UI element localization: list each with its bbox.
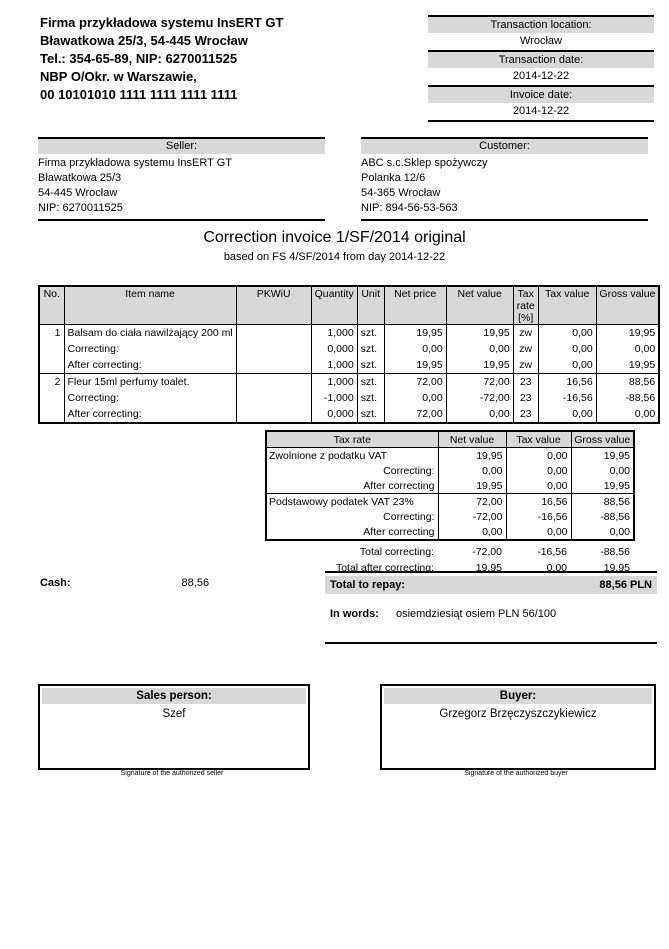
tax-row <box>266 509 634 524</box>
seller-line: Bławatkowa 25/3 <box>38 172 122 184</box>
customer-block <box>361 137 648 221</box>
customer-line: NIP: 894-56-53-563 <box>361 202 458 214</box>
tax-col-header-net: Net value <box>438 431 506 448</box>
cell-unit: szt. <box>357 341 384 357</box>
cell-quantity: 1,000 <box>311 374 357 391</box>
cell-item-name: After correcting: <box>64 357 236 374</box>
tax-cell-gross: 0,00 <box>571 463 634 478</box>
document-subtitle: based on FS 4/SF/2014 from day 2014-12-22 <box>223 251 446 263</box>
cell-net-price: 0,00 <box>384 390 446 406</box>
cell-net-value: 19,95 <box>446 325 513 342</box>
tax-total-tax: -16,56 <box>537 546 567 558</box>
tax-cell-label: Correcting: <box>266 509 438 524</box>
cell-no <box>39 390 64 406</box>
cell-pkwiu <box>236 325 311 342</box>
seller-block <box>38 137 325 221</box>
cell-gross-value: 0,00 <box>596 406 659 423</box>
cell-item-name: Correcting: <box>64 390 236 406</box>
tax-cell-tax: 0,00 <box>506 448 571 464</box>
info-row-value: Wrocław <box>520 35 562 47</box>
cell-pkwiu <box>236 357 311 374</box>
tax-row <box>266 494 634 510</box>
cell-tax-rate: zw <box>513 357 538 374</box>
tax-cell-tax: 0,00 <box>506 463 571 478</box>
tax-cell-gross: 0,00 <box>571 524 634 540</box>
cell-unit: szt. <box>357 374 384 391</box>
company-header-line: Firma przykładowa systemu InsERT GT <box>40 15 284 30</box>
seller-signature-caption: Signature of the authorized seller <box>120 770 224 777</box>
cell-tax-value: 0,00 <box>538 325 596 342</box>
col-header-pkwiu: PKWiU <box>236 286 311 325</box>
item-row <box>39 325 659 342</box>
cell-no <box>39 357 64 374</box>
in-words-label: In words: <box>330 608 379 620</box>
in-words-value: osiemdziesiąt osiem PLN 56/100 <box>395 608 557 620</box>
cell-unit: szt. <box>357 406 384 423</box>
col-header-tax-rate: Tax rate [%] <box>513 286 538 325</box>
cell-unit: szt. <box>357 357 384 374</box>
cell-tax-value: 0,00 <box>538 406 596 423</box>
cell-item-name: After correcting: <box>64 406 236 423</box>
cell-gross-value: 19,95 <box>596 325 659 342</box>
tax-cell-net: -72,00 <box>438 509 506 524</box>
cell-tax-value: 0,00 <box>538 357 596 374</box>
tax-total-label: Total after correcting: <box>335 562 434 574</box>
buyer-name: Grzegorz Brzęczyszczykiewicz <box>439 708 597 720</box>
item-row <box>39 406 659 423</box>
cell-no <box>39 406 64 423</box>
tax-summary-table <box>265 430 635 541</box>
cell-tax-rate: 23 <box>513 390 538 406</box>
cell-net-price: 0,00 <box>384 341 446 357</box>
payment-top-divider <box>325 571 657 573</box>
tax-row <box>266 448 634 464</box>
company-header-line: Tel.: 354-65-89, NIP: 6270011525 <box>40 51 238 66</box>
tax-cell-label: Correcting: <box>266 463 438 478</box>
cell-no: 2 <box>39 374 64 391</box>
cell-net-value: -72,00 <box>446 390 513 406</box>
buyer-signature-caption: Signature of the authorized buyer <box>464 770 568 777</box>
tax-total-net: 19,95 <box>475 562 502 574</box>
tax-cell-label: Podstawowy podatek VAT 23% <box>266 494 438 510</box>
customer-title: Customer: <box>361 137 648 154</box>
seller-line: NIP: 6270011525 <box>38 202 123 214</box>
company-header-line: Bławatkowa 25/3, 54-445 Wrocław <box>40 33 248 48</box>
cell-gross-value: 0,00 <box>596 341 659 357</box>
tax-cell-net: 72,00 <box>438 494 506 510</box>
info-row-value: 2014-12-22 <box>512 105 570 117</box>
cell-item-name: Correcting: <box>64 341 236 357</box>
cell-tax-rate: 23 <box>513 374 538 391</box>
col-header-item-name: Item name <box>64 286 236 325</box>
tax-col-header-rate: Tax rate <box>266 431 438 448</box>
cell-tax-value: 0,00 <box>538 341 596 357</box>
cell-tax-value: -16,56 <box>538 390 596 406</box>
col-header-net-value: Net value <box>446 286 513 325</box>
tax-row <box>266 463 634 478</box>
tax-col-header-gross: Gross value <box>571 431 634 448</box>
cell-item-name: Fleur 15ml perfumy toalet. <box>64 374 236 391</box>
tax-cell-label: Zwolnione z podatku VAT <box>266 448 438 464</box>
col-header-net-price: Net price <box>384 286 446 325</box>
tax-summary-section <box>265 430 633 576</box>
cell-quantity: 0,000 <box>311 341 357 357</box>
seller-line: Firma przykładowa systemu InsERT GT <box>38 157 232 169</box>
col-header-tax-value: Tax value <box>538 286 596 325</box>
tax-row <box>266 524 634 540</box>
buyer-signature-box <box>380 684 656 770</box>
cell-net-value: 0,00 <box>446 406 513 423</box>
tax-total-label: Total correcting: <box>359 546 434 558</box>
company-header <box>40 14 380 104</box>
cell-net-value: 72,00 <box>446 374 513 391</box>
items-table-header-row <box>39 286 659 325</box>
info-row-label: Transaction location: <box>428 15 654 33</box>
cell-unit: szt. <box>357 390 384 406</box>
total-to-repay-bar <box>325 576 657 594</box>
customer-lines <box>361 156 648 216</box>
tax-cell-net: 0,00 <box>438 524 506 540</box>
payment-bottom-divider <box>325 642 657 644</box>
tax-cell-tax: 16,56 <box>506 494 571 510</box>
cell-no <box>39 341 64 357</box>
tax-total-gross: -88,56 <box>600 546 630 558</box>
cell-pkwiu <box>236 341 311 357</box>
cell-quantity: -1,000 <box>311 390 357 406</box>
cell-net-value: 0,00 <box>446 341 513 357</box>
customer-line: Polanka 12/6 <box>361 172 426 184</box>
cash-value: 88,56 <box>181 577 210 589</box>
customer-line: 54-365 Wrocław <box>361 187 441 199</box>
cell-net-price: 19,95 <box>384 357 446 374</box>
tax-total-gross: 19,95 <box>603 562 630 574</box>
tax-cell-label: After correcting <box>266 524 438 540</box>
buyer-title: Buyer: <box>384 688 652 704</box>
col-header-no: No. <box>39 286 64 325</box>
tax-cell-tax: -16,56 <box>506 509 571 524</box>
cell-net-price: 19,95 <box>384 325 446 342</box>
tax-col-header-tax: Tax value <box>506 431 571 448</box>
cell-pkwiu <box>236 406 311 423</box>
transaction-info-box <box>428 15 654 122</box>
cell-gross-value: 19,95 <box>596 357 659 374</box>
company-header-line: 00 10101010 1111 1111 1111 1111 <box>40 87 238 102</box>
cash-label: Cash: <box>40 577 71 589</box>
item-row <box>39 374 659 391</box>
tax-cell-label: After correcting <box>266 478 438 494</box>
cell-gross-value: 88,56 <box>596 374 659 391</box>
item-row <box>39 390 659 406</box>
tax-cell-tax: 0,00 <box>506 524 571 540</box>
info-row-value: 2014-12-22 <box>512 70 570 82</box>
cell-tax-rate: 23 <box>513 406 538 423</box>
document-title: Correction invoice 1/SF/2014 original <box>203 229 466 246</box>
tax-cell-net: 19,95 <box>438 478 506 494</box>
tax-table-header-row <box>266 431 634 448</box>
company-header-line: NBP O/Okr. w Warszawie, <box>40 69 197 84</box>
seller-line: 54-445 Wrocław <box>38 187 118 199</box>
info-row-label: Invoice date: <box>428 85 654 103</box>
tax-cell-net: 0,00 <box>438 463 506 478</box>
cell-gross-value: -88,56 <box>596 390 659 406</box>
cell-quantity: 1,000 <box>311 357 357 374</box>
cell-tax-rate: zw <box>513 341 538 357</box>
cell-quantity: 0,000 <box>311 406 357 423</box>
tax-cell-tax: 0,00 <box>506 478 571 494</box>
cell-no: 1 <box>39 325 64 342</box>
cell-pkwiu <box>236 374 311 391</box>
sales-person-signature-box <box>38 684 310 770</box>
tax-total-net: -72,00 <box>472 546 502 558</box>
payment-summary <box>325 571 657 644</box>
cell-tax-value: 16,56 <box>538 374 596 391</box>
cell-net-value: 19,95 <box>446 357 513 374</box>
sales-person-name: Szef <box>162 708 186 720</box>
tax-row <box>266 478 634 494</box>
cell-tax-rate: zw <box>513 325 538 342</box>
items-table <box>38 285 660 424</box>
item-row <box>39 341 659 357</box>
cell-item-name: Balsam do ciała nawilżający 200 ml <box>64 325 236 342</box>
cash-row <box>40 577 209 589</box>
cell-quantity: 1,000 <box>311 325 357 342</box>
cell-unit: szt. <box>357 325 384 342</box>
cell-net-price: 72,00 <box>384 406 446 423</box>
col-header-unit: Unit <box>357 286 384 325</box>
cell-pkwiu <box>236 390 311 406</box>
col-header-quantity: Quantity <box>311 286 357 325</box>
tax-cell-gross: 19,95 <box>571 448 634 464</box>
seller-title: Seller: <box>38 137 325 154</box>
cell-net-price: 72,00 <box>384 374 446 391</box>
tax-cell-gross: 19,95 <box>571 478 634 494</box>
tax-cell-net: 19,95 <box>438 448 506 464</box>
tax-total-row <box>265 544 633 560</box>
total-to-repay-value: 88,56 PLN <box>599 579 652 591</box>
amount-in-words-row <box>325 608 657 620</box>
seller-lines <box>38 156 325 216</box>
col-header-gross-value: Gross value <box>596 286 659 325</box>
tax-cell-gross: 88,56 <box>571 494 634 510</box>
customer-line: ABC s.c.Sklep spożywczy <box>361 157 488 169</box>
info-row-label: Transaction date: <box>428 50 654 68</box>
total-to-repay-label: Total to repay: <box>330 579 405 591</box>
sales-person-title: Sales person: <box>42 688 306 704</box>
item-row <box>39 357 659 374</box>
tax-cell-gross: -88,56 <box>571 509 634 524</box>
tax-total-tax: 0,00 <box>546 562 567 574</box>
